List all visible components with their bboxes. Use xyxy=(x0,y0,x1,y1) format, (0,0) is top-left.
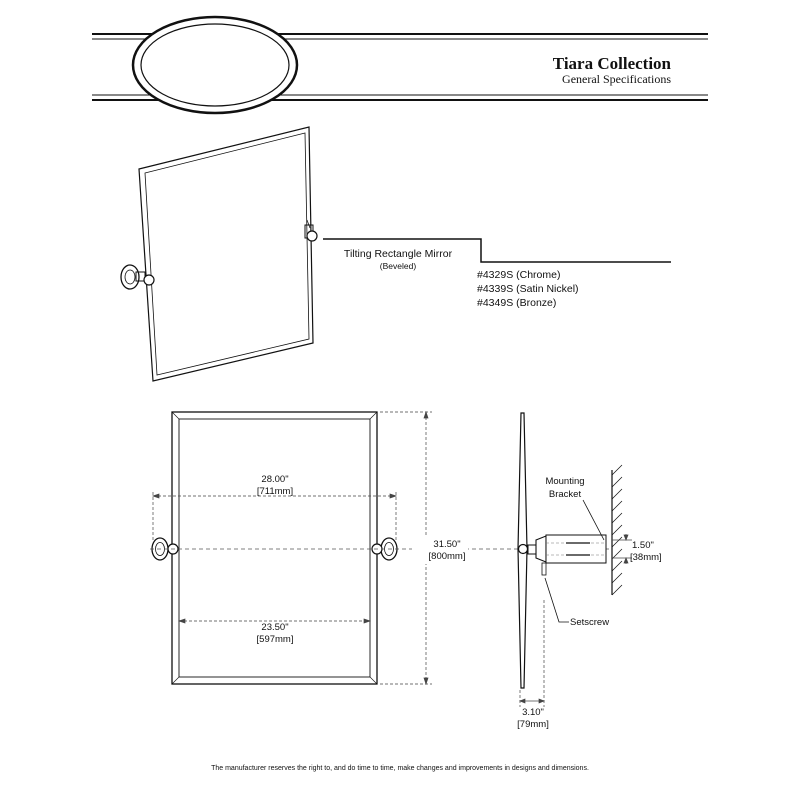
mirror-width-imperial: 23.50" xyxy=(261,622,289,633)
projection-metric: [79mm] xyxy=(517,719,549,730)
collection-title: Tiara Collection xyxy=(552,54,671,73)
mounting-bracket-leader xyxy=(583,500,604,540)
mirror-height-metric: [800mm] xyxy=(428,551,466,562)
mirror-width-metric: [597mm] xyxy=(256,634,294,645)
model-number-bronze: #4349S (Bronze) xyxy=(477,297,557,309)
product-variant: (Beveled) xyxy=(379,261,417,271)
side-bracket-assembly xyxy=(528,535,606,575)
mounting-bracket-label-line2: Bracket xyxy=(548,489,582,500)
spec-subtitle: General Specifications xyxy=(562,72,671,86)
bracket-depth-metric: [38mm] xyxy=(630,552,662,563)
mounting-bracket-label-line1: Mounting xyxy=(545,476,585,487)
mirror-height-imperial: 31.50" xyxy=(433,539,461,550)
setscrew-leader xyxy=(545,578,569,622)
model-number-satin-nickel: #4339S (Satin Nickel) xyxy=(477,283,579,295)
wall-section xyxy=(612,465,622,595)
bracket-depth-imperial: 1.50" xyxy=(632,540,654,551)
bracket-span-metric: [711mm] xyxy=(256,486,294,497)
footer-disclaimer: The manufacturer reserves the right to, and do time to time, make changes and improvements in designs and dimensions. xyxy=(211,765,589,772)
side-elevation-mirror xyxy=(518,413,528,688)
mirror-perspective-illustration xyxy=(121,127,317,381)
setscrew-label: Setscrew xyxy=(570,617,610,628)
bracket-span-dimension xyxy=(153,492,396,540)
projection-imperial: 3.10" xyxy=(522,707,544,718)
product-name: Tilting Rectangle Mirror xyxy=(343,248,453,260)
model-number-chrome: #4329S (Chrome) xyxy=(477,269,561,281)
bracket-span-imperial: 28.00" xyxy=(261,474,289,485)
oval-logo-badge xyxy=(133,17,297,113)
